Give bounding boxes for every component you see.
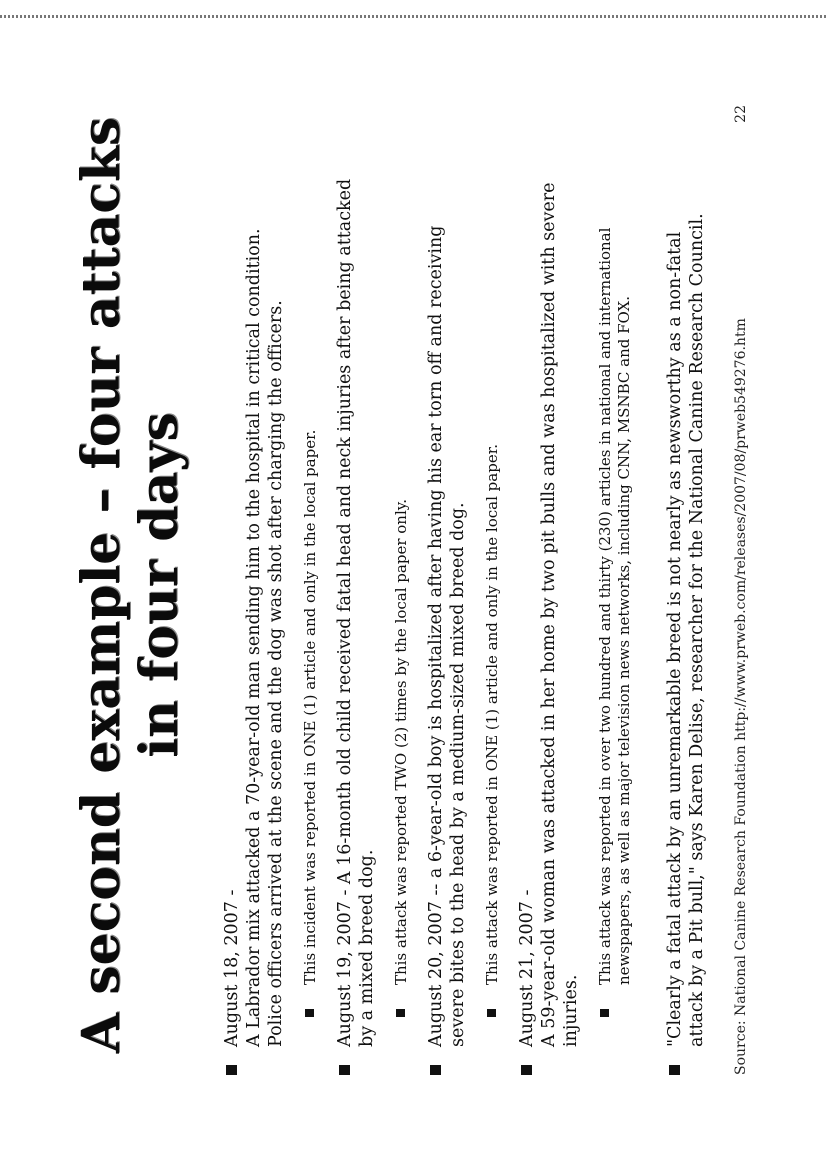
quote-text: "Clearly a fatal attack by an unremarkable breed is not nearly as newsworthy as a non-fatal attack by a Pit bull," says Karen Delise, researcher for the National Canine Research Council. (665, 213, 707, 1047)
list-item-aug-21 (516, 175, 634, 1075)
quote-item (664, 175, 708, 1075)
item-body: August 20, 2007 -- a 6-year-old boy is hospitalized after having his ear torn off and receiving severe bites to the head by a medium-sized mixed breed dog. (426, 225, 468, 1047)
source-citation: Source: National Canine Research Foundation http://www.prweb.com/releases/2007/08/prweb549276.htm (733, 318, 749, 1075)
sub-item (392, 175, 411, 1047)
sub-item-text: This incident was reported in ONE (1) article and only in the local paper. (301, 429, 319, 985)
list-item-aug-20 (425, 175, 502, 1075)
square-bullet-icon (226, 1065, 237, 1075)
scan-top-rule (0, 15, 826, 18)
sub-item-text: This attack was reported in ONE (1) article and only in the local paper. (483, 444, 501, 985)
square-bullet-icon (521, 1065, 532, 1075)
sub-item-text: This attack was reported TWO (2) times by the local paper only. (392, 498, 410, 985)
item-body: A 59-year-old woman was attacked in her home by two pit bulls and was hospitalized with severe injuries. (539, 182, 581, 1047)
item-body: A Labrador mix attacked a 70-year-old man sending him to the hospital in critical condition. Police officers arrived at the scene and the dog was shot after charging the officers. (244, 228, 286, 1047)
square-bullet-icon (339, 1065, 350, 1075)
square-bullet-icon (669, 1065, 680, 1075)
slide-title: A second example – four attacks in four days (71, 116, 190, 1054)
page-number: 22 (733, 105, 749, 123)
list-item-aug-19 (334, 175, 411, 1075)
sub-item (596, 175, 634, 1047)
list-item-aug-18 (221, 175, 320, 1075)
sub-item (483, 175, 502, 1047)
item-date-line: August 21, 2007 - (517, 889, 537, 1047)
slide-page (43, 75, 783, 1105)
sub-item-text: This attack was reported in over two hundred and thirty (230) articles in national and international newspapers, as well as major television news networks, including CNN, MSNBC and FOX. (596, 227, 633, 985)
square-bullet-icon (600, 1009, 609, 1017)
sub-item (301, 175, 320, 1047)
item-body: August 19, 2007 - A 16-month old child received fatal head and neck injuries after being attacked by a mixed breed dog. (335, 178, 377, 1047)
square-bullet-icon (396, 1009, 405, 1017)
square-bullet-icon (430, 1065, 441, 1075)
item-date-line: August 18, 2007 - (222, 889, 242, 1047)
bullet-list (221, 175, 722, 1075)
square-bullet-icon (305, 1009, 314, 1017)
square-bullet-icon (487, 1009, 496, 1017)
